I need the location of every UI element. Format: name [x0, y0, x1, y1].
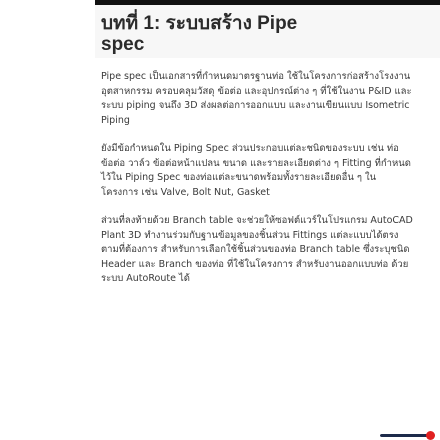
paragraph-3: ส่วนที่ลงท้ายด้วย Branch table จะช่วยให้ซอฟต์แวร์ในโปรแกรม AutoCAD Plant 3D ทำงานร่วมกับฐานข้อมูลของชิ้นส่วน Fittings แต่ละแบบได้ตรงตามที่ต้องการ สำหรับการเลือกใช้ชิ้นส่วนของท่อ Branch table ซึ่งระบุชนิด Header และ Branch ของท่อ ที่ใช้ในโครงการ สำหรับงานออกแบบท่อ ด้วยระบบ AutoRoute ได้ — [101, 215, 413, 284]
reading-progress[interactable] — [380, 431, 440, 440]
title-top-rule — [95, 0, 440, 5]
progress-fill — [380, 434, 430, 437]
paragraph-2: ยังมีข้อกำหนดใน Piping Spec ส่วนประกอบแต่ละชนิดของระบบ เช่น ท่อ ข้อต่อ วาล์ว ข้อต่อหน้าแปลน ขนาด และรายละเอียดต่าง ๆ Fitting ที่กำหนดไว้ใน Piping Spec ของท่อแต่ละขนาดพร้อมทั้งรายละเอียดอื่น ๆ ในโครงการ เช่น Valve, Bolt Nut, Gasket — [101, 143, 411, 198]
page-title-line-1: บทที่ 1: ระบบสร้าง Pipe — [101, 13, 298, 34]
page-title-line-2: spec — [101, 34, 145, 55]
page-title — [101, 13, 431, 55]
progress-handle-icon[interactable] — [426, 431, 435, 440]
article-body — [101, 70, 413, 301]
paragraph-1: Pipe spec เป็นเอกสารที่กำหนดมาตรฐานท่อ ใช้ในโครงการก่อสร้างโรงงานอุตสาหกรรม ครอบคลุมวัสดุ ข้อต่อ และอุปกรณ์ต่าง ๆ ที่ใช้ในงาน P&ID และระบบ piping จนถึง 3D ส่งผลต่อการออกแบบ และงานเขียนแบบ Isometric Piping — [101, 71, 412, 126]
